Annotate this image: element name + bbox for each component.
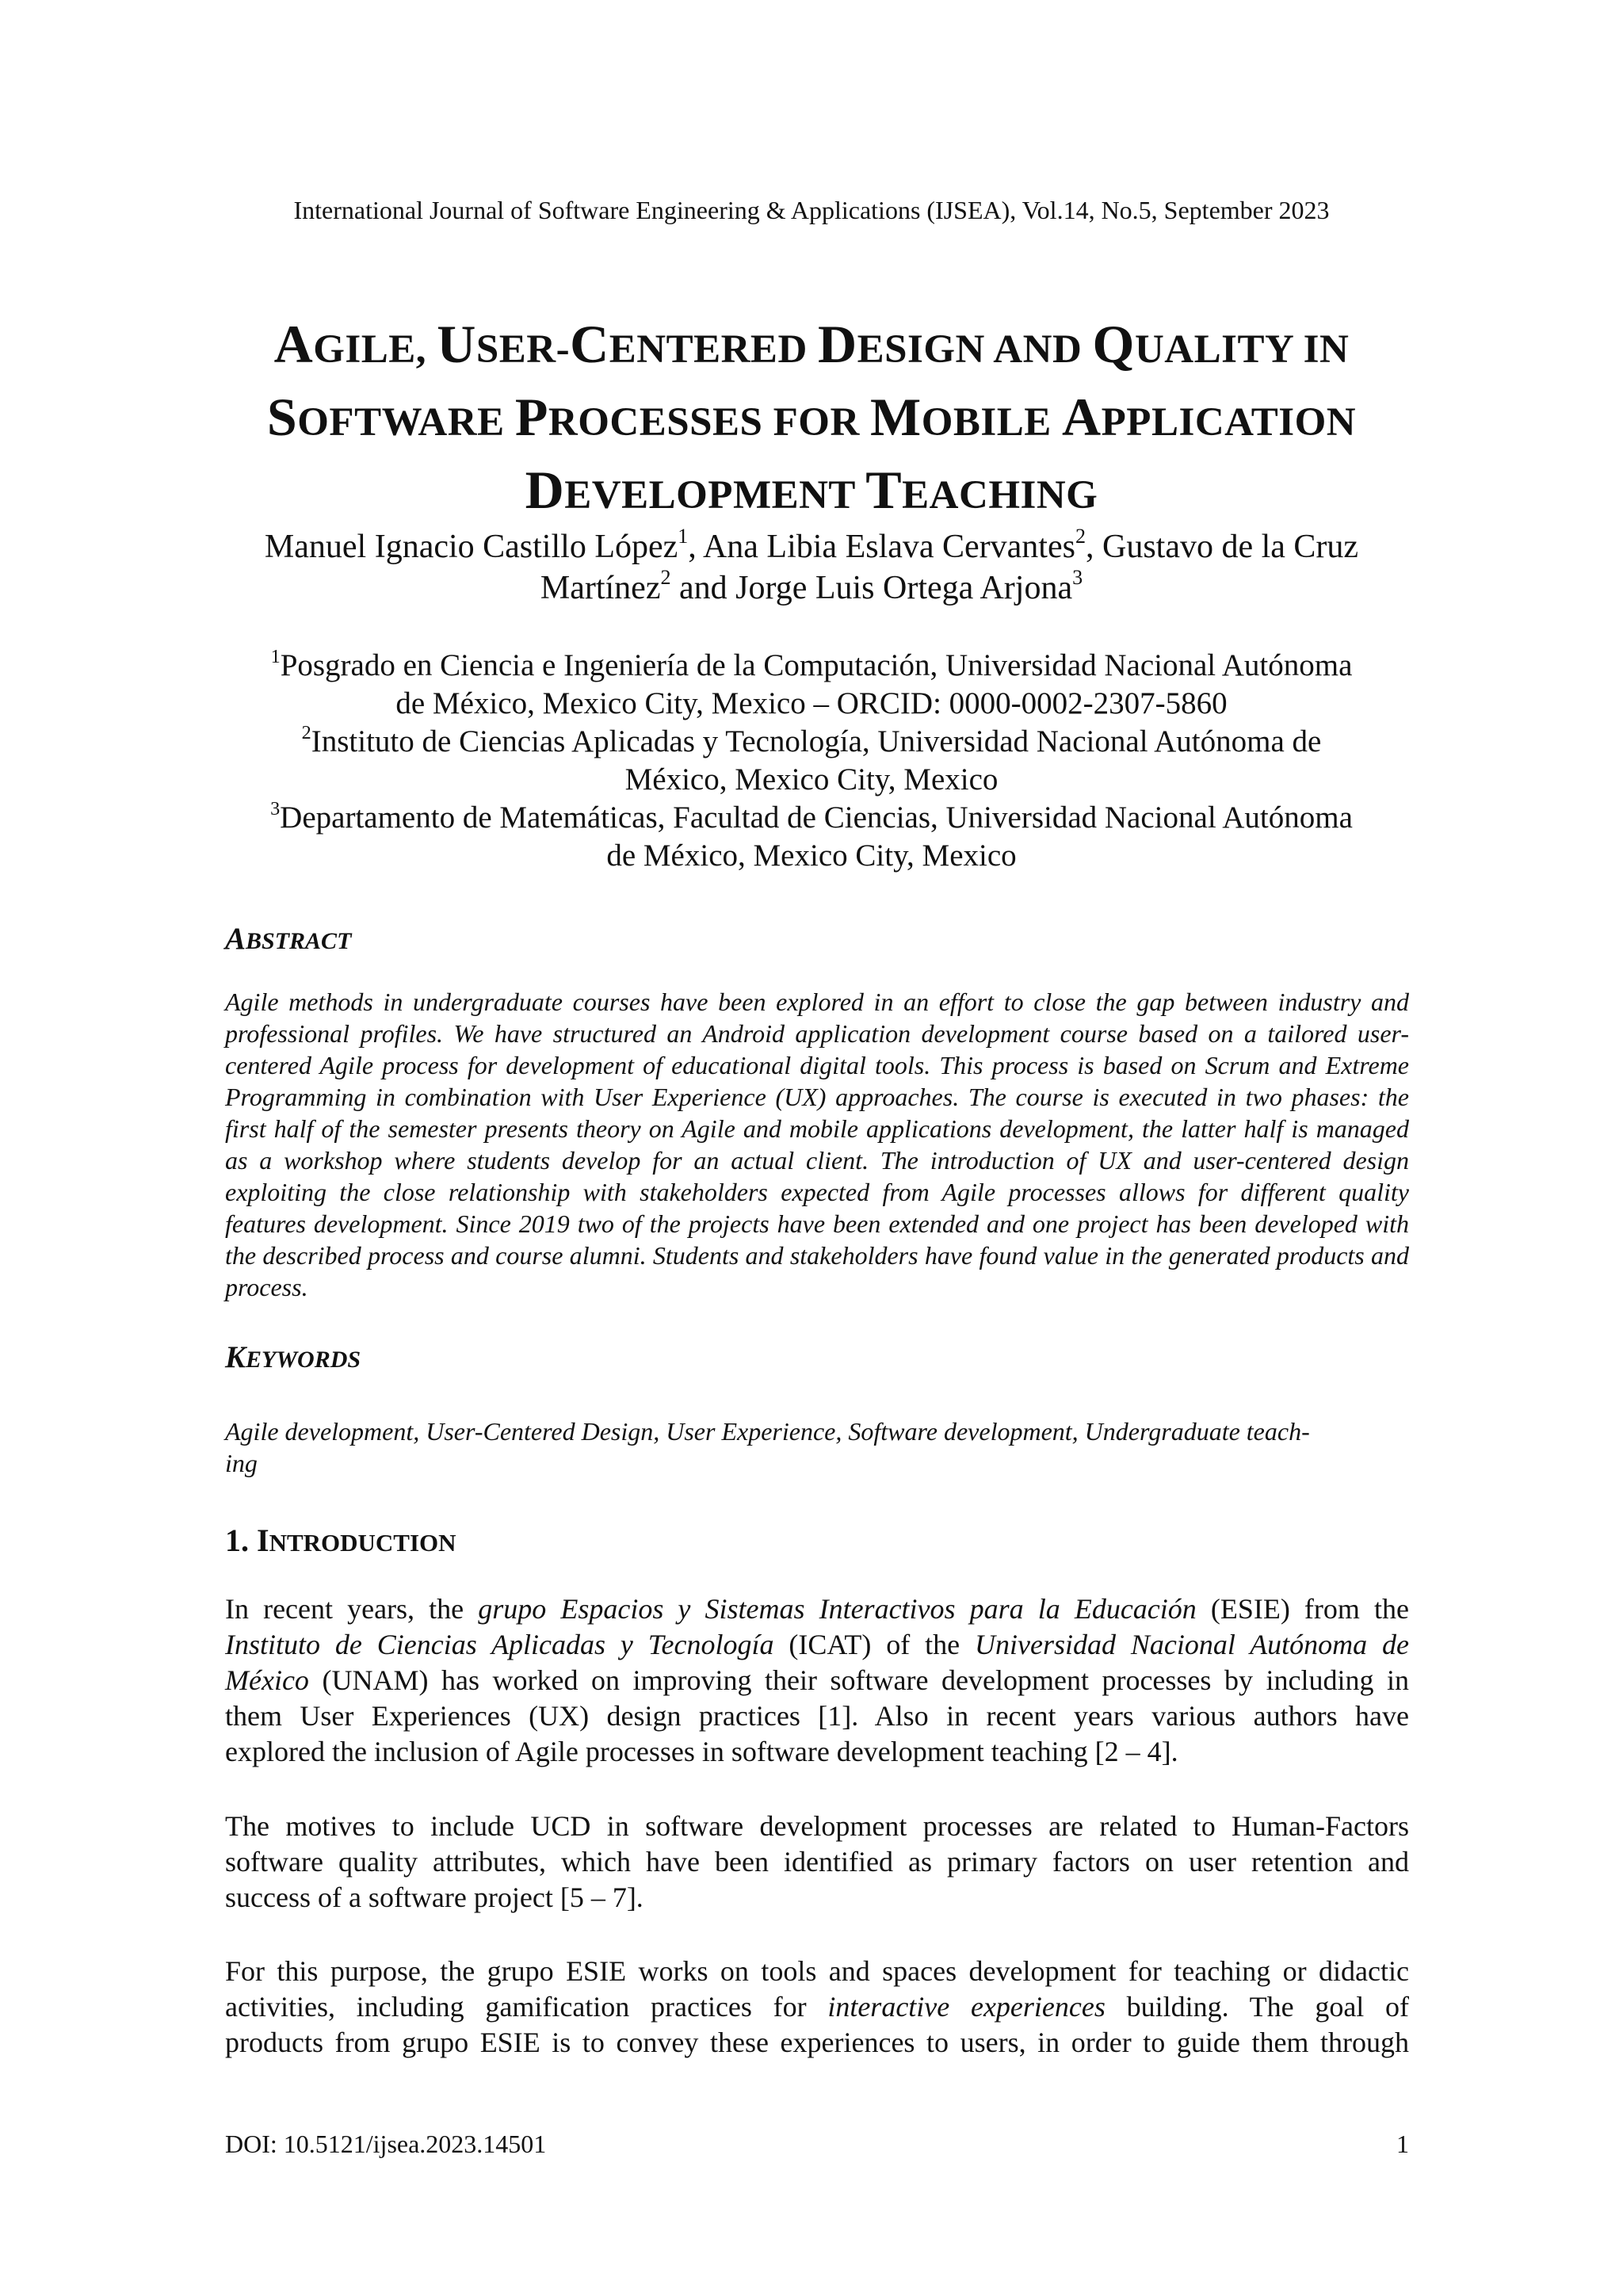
intro-paragraph-2 bbox=[225, 1809, 1409, 1916]
p2-line-2: software quality attributes, which have been identified as primary factors on user retention and bbox=[225, 1846, 1409, 1878]
p3-line-2: activities, including gamification practices for interactive experiences building. The goal of bbox=[225, 1991, 1410, 2023]
introduction-heading: 1. INTRODUCTION bbox=[225, 1522, 456, 1558]
abstract-heading: ABSTRACT bbox=[225, 922, 352, 956]
intro-paragraph-3 bbox=[225, 1954, 1409, 2061]
running-header: International Journal of Software Engineering & Applications (IJSEA), Vol.14, No.5, September 2023 bbox=[293, 196, 1330, 224]
page-number: 1 bbox=[1396, 2130, 1409, 2158]
p3-line-1: For this purpose, the grupo ESIE works on tools and spaces development for teaching or didactic bbox=[225, 1955, 1409, 1987]
author-line-2: Martínez$^2$ and Jorge Luis Ortega Arjona$^3$ bbox=[540, 566, 1083, 606]
affiliation-3-line-2: de México, Mexico City, Mexico bbox=[606, 839, 1017, 873]
keywords-text bbox=[225, 1415, 1409, 1479]
p1-line-2: Instituto de Ciencias Aplicadas y Tecnología (ICAT) of the Universidad Nacional Autónoma de bbox=[225, 1629, 1409, 1660]
p1-line-1: In recent years, the grupo Espacios y Sistemas Interactivos para la Educación (ESIE) from the bbox=[225, 1593, 1409, 1625]
p2-line-3: success of a software project [5 – 7]. bbox=[225, 1881, 643, 1913]
p1-line-3: México (UNAM) has worked on improving their software development processes by including in bbox=[225, 1664, 1409, 1696]
affiliation-2-line-1: $^2$Instituto de Ciencias Aplicadas y Tecnología, Universidad Nacional Autónoma de bbox=[301, 721, 1322, 758]
p2-line-1: The motives to include UCD in software development processes are related to Human-Factors bbox=[225, 1810, 1409, 1842]
p1-line-5: explored the inclusion of Agile processes in software development teaching [2 – 4]. bbox=[225, 1736, 1178, 1767]
author-line-1: Manuel Ignacio Castillo López$^1$, Ana Libia Eslava Cervantes$^2$, Gustavo de la Cruz bbox=[264, 525, 1359, 565]
intro-paragraph-1 bbox=[225, 1591, 1409, 1770]
keywords-line-1: Agile development, User-Centered Design, User Experience, Software development, Undergraduate teach- bbox=[225, 1417, 1310, 1446]
affiliation-1-line-2: de México, Mexico City, Mexico – ORCID: 0000-0002-2307-5860 bbox=[395, 686, 1228, 720]
affiliation-3-line-1: $^3$Departamento de Matemáticas, Facultad de Ciencias, Universidad Nacional Autónoma bbox=[270, 797, 1353, 835]
keywords-line-2: ing bbox=[225, 1449, 258, 1477]
p1-line-4: them User Experiences (UX) design practices [1]. Also in recent years various authors have bbox=[225, 1700, 1409, 1732]
title-line-2: SOFTWARE PROCESSES FOR MOBILE APPLICATION bbox=[266, 387, 1357, 447]
p3-line-3: products from grupo ESIE is to convey these experiences to users, in order to guide them through bbox=[225, 2027, 1409, 2058]
title-line-1: AGILE, USER-CENTERED DESIGN AND QUALITY IN bbox=[273, 314, 1350, 374]
affiliation-2-line-2: México, Mexico City, Mexico bbox=[624, 762, 999, 797]
author-list bbox=[190, 526, 1433, 609]
affiliation-1-line-1: $^1$Posgrado en Ciencia e Ingeniería de la Computación, Universidad Nacional Autónoma bbox=[270, 645, 1353, 682]
abstract-text: Agile methods in undergraduate courses have been explored in an effort to close the gap between industry and professional profiles. We have structured an Android application development course based on a tailored user-centered Agile process for development of educational digital tools. This process is based on Scrum and Extreme Programming in combination with User Experience (UX) approaches. The course is executed in two phases: the first half of the semester presents theory on Agile and mobile applications development, the latter half is managed as a workshop where students develop for an actual client. The introduction of UX and user-centered design exploiting the close relationship with stakeholders expected from Agile processes allows for different quality features development. Since 2019 two of the projects have been extended and one project has been developed with the described process and course alumni. Students and stakeholders have found value in the generated products and process. bbox=[225, 988, 1409, 1301]
affiliations bbox=[190, 647, 1433, 875]
footer-doi: DOI: 10.5121/ijsea.2023.14501 bbox=[225, 2130, 547, 2158]
paper-title bbox=[158, 311, 1465, 529]
title-line-3: DEVELOPMENT TEACHING bbox=[525, 460, 1098, 520]
keywords-heading: KEYWORDS bbox=[225, 1340, 361, 1374]
